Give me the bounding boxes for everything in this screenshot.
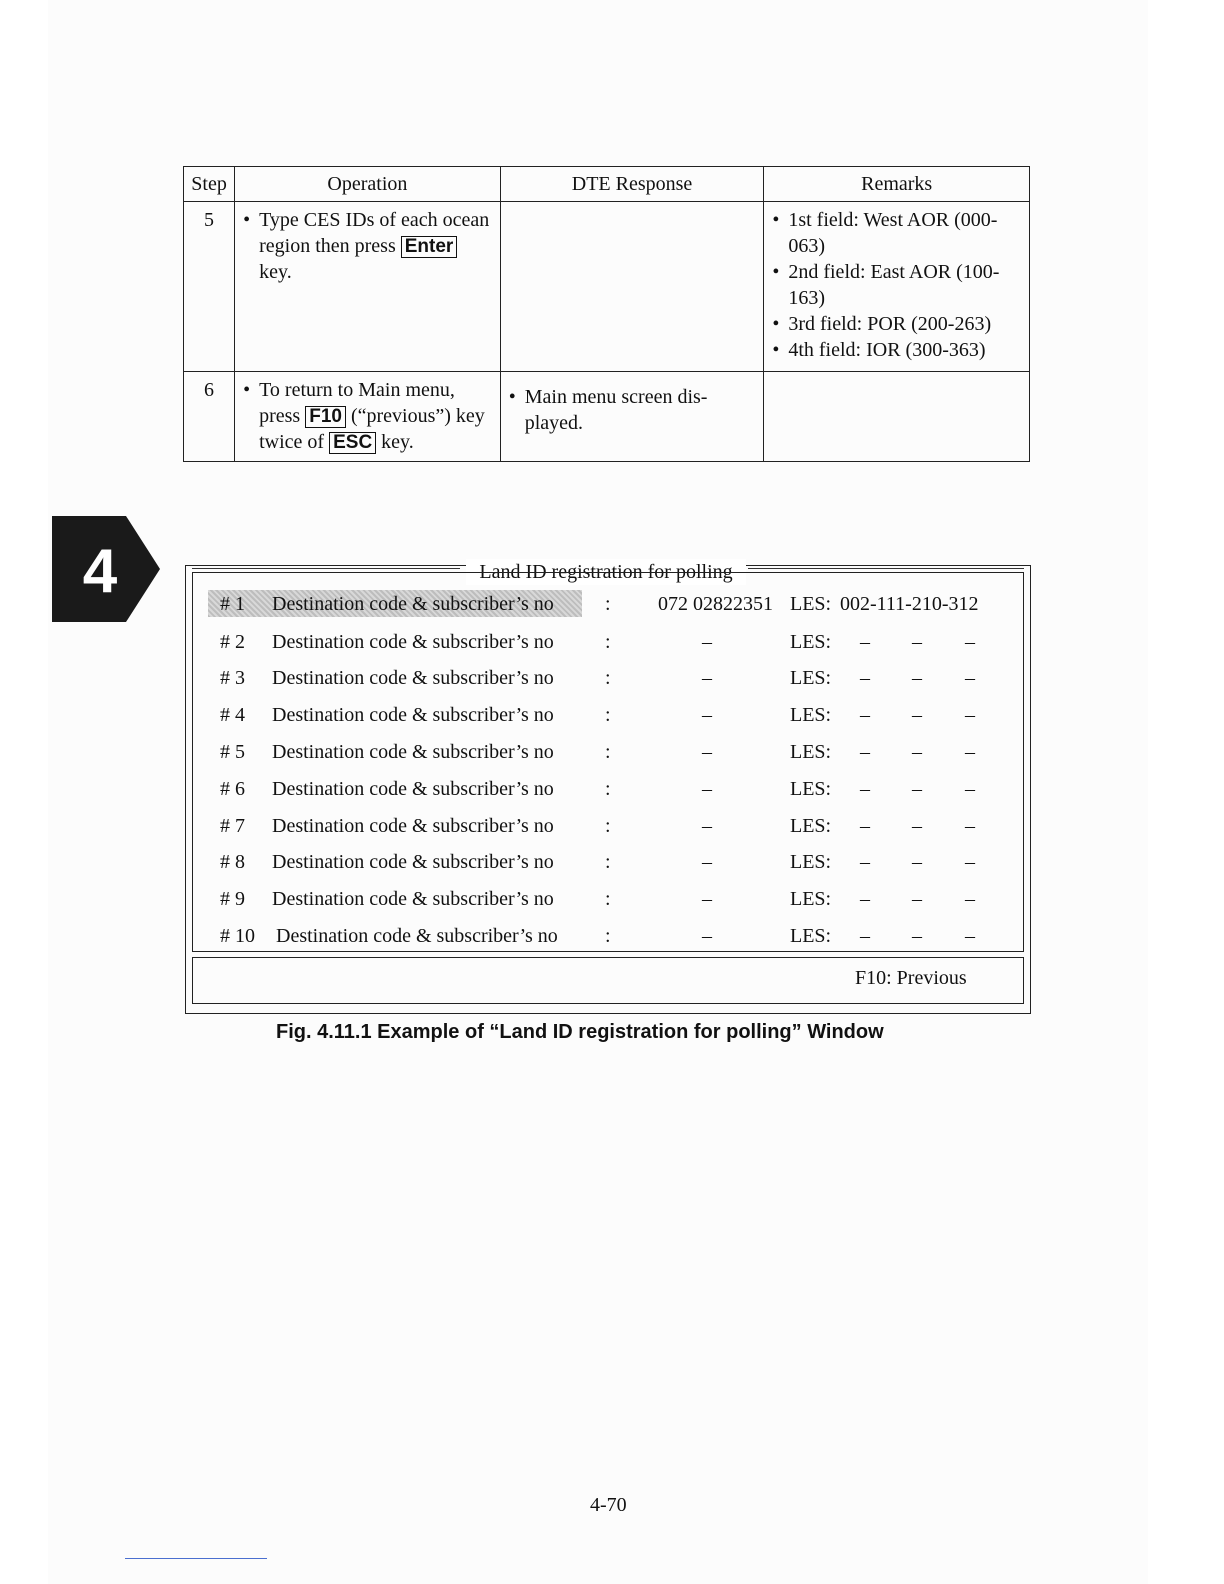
- les-dash: –: [860, 667, 870, 689]
- registration-row[interactable]: [200, 847, 1012, 877]
- les-label: LES:: [790, 593, 832, 615]
- registration-row[interactable]: [200, 884, 1012, 914]
- les-dash: –: [912, 815, 922, 837]
- registration-row[interactable]: [200, 700, 1012, 730]
- operation-text-end: key.: [259, 261, 292, 283]
- les-dash: –: [965, 631, 975, 653]
- row-number: # 8: [220, 851, 245, 873]
- les-dash: –: [965, 925, 975, 947]
- operation-text: Type CES IDs of each ocean region then press: [259, 209, 490, 257]
- remark-item: • 3rd field: POR (200-263): [788, 311, 1023, 337]
- les-dash: –: [965, 741, 975, 763]
- les-dash: –: [912, 667, 922, 689]
- les-dash: –: [860, 925, 870, 947]
- row-colon: :: [605, 667, 611, 689]
- row-colon: :: [605, 704, 611, 726]
- dte-response-cell: [500, 372, 764, 462]
- destination-value: –: [702, 704, 712, 726]
- les-dash: –: [912, 851, 922, 873]
- les-dash: –: [965, 815, 975, 837]
- registration-row[interactable]: [200, 921, 1012, 951]
- row-colon: :: [605, 925, 611, 947]
- destination-value: –: [702, 631, 712, 653]
- les-dash: –: [912, 778, 922, 800]
- registration-row[interactable]: [200, 627, 1012, 657]
- row-description: Destination code & subscriber’s no: [276, 925, 558, 947]
- page-number: 4-70: [590, 1494, 627, 1516]
- row-colon: :: [605, 888, 611, 910]
- operation-text-mid: (“previous”) key twice of: [259, 405, 485, 453]
- remark-item: • 2nd field: East AOR (100-163): [788, 259, 1023, 311]
- table-header-row: [184, 167, 1030, 202]
- row-number: # 7: [220, 815, 245, 837]
- window-title: Land ID registration for polling: [466, 559, 746, 585]
- steps-table: [183, 166, 1030, 462]
- les-dash: –: [860, 851, 870, 873]
- les-dash: –: [912, 741, 922, 763]
- header-remarks: Remarks: [764, 167, 1030, 202]
- remark-item: • 4th field: IOR (300-363): [788, 337, 1023, 363]
- remark-item: • 1st field: West AOR (000-063): [788, 207, 1023, 259]
- row-number: # 3: [220, 667, 245, 689]
- les-label: LES:: [790, 851, 832, 873]
- chapter-tab-shape: [52, 516, 160, 622]
- les-dash: –: [965, 778, 975, 800]
- row-number: # 10: [220, 925, 255, 947]
- step-number: 6: [184, 372, 235, 462]
- destination-value: –: [702, 778, 712, 800]
- destination-value: –: [702, 888, 712, 910]
- operation-cell: [235, 202, 501, 372]
- row-description: Destination code & subscriber’s no: [272, 888, 554, 910]
- row-description: Destination code & subscriber’s no: [272, 851, 554, 873]
- row-colon: :: [605, 593, 611, 615]
- registration-row[interactable]: [200, 589, 1012, 619]
- figure-caption: Fig. 4.11.1 Example of “Land ID registration for polling” Window: [276, 1021, 884, 1043]
- destination-value: –: [702, 815, 712, 837]
- destination-value: –: [702, 851, 712, 873]
- les-dash: –: [860, 704, 870, 726]
- dte-response-item: • Main menu screen dis-played.: [525, 384, 758, 436]
- row-number: # 1: [220, 593, 245, 615]
- registration-row[interactable]: [200, 663, 1012, 693]
- row-description: Destination code & subscriber’s no: [272, 667, 554, 689]
- row-number: # 9: [220, 888, 245, 910]
- destination-value: 072 02822351: [658, 593, 773, 615]
- row-number: # 4: [220, 704, 245, 726]
- les-dash: –: [965, 704, 975, 726]
- row-number: # 2: [220, 631, 245, 653]
- les-dash: –: [860, 888, 870, 910]
- row-description: Destination code & subscriber’s no: [272, 593, 554, 615]
- destination-value: –: [702, 741, 712, 763]
- les-label: LES:: [790, 741, 832, 763]
- les-dash: –: [860, 778, 870, 800]
- operation-text: To return to Main menu, press: [259, 379, 455, 427]
- row-description: Destination code & subscriber’s no: [272, 741, 554, 763]
- remarks-cell: [764, 202, 1030, 372]
- chapter-number: 4: [82, 537, 118, 606]
- les-label: LES:: [790, 631, 832, 653]
- table-row: [184, 372, 1030, 462]
- row-description: Destination code & subscriber’s no: [272, 815, 554, 837]
- f10-key: F10: [305, 406, 346, 428]
- row-colon: :: [605, 741, 611, 763]
- f10-previous-hint[interactable]: F10: Previous: [855, 967, 967, 989]
- les-label: LES:: [790, 667, 832, 689]
- step-number: 5: [184, 202, 235, 372]
- footer-rule: [125, 1558, 267, 1559]
- operation-cell: [235, 372, 501, 462]
- dte-response-cell: [500, 202, 764, 372]
- row-number: # 5: [220, 741, 245, 763]
- row-description: Destination code & subscriber’s no: [272, 631, 554, 653]
- header-step: Step: [184, 167, 235, 202]
- les-dash: –: [912, 631, 922, 653]
- header-operation: Operation: [235, 167, 501, 202]
- row-description: Destination code & subscriber’s no: [272, 778, 554, 800]
- registration-row[interactable]: [200, 737, 1012, 767]
- table-row: [184, 202, 1030, 372]
- les-label: LES:: [790, 778, 832, 800]
- row-number: # 6: [220, 778, 245, 800]
- chapter-tab: [52, 516, 160, 622]
- les-dash: –: [965, 667, 975, 689]
- destination-value: –: [702, 925, 712, 947]
- operation-item: [259, 377, 494, 455]
- row-colon: :: [605, 851, 611, 873]
- les-label: LES:: [790, 704, 832, 726]
- row-colon: :: [605, 631, 611, 653]
- registration-row[interactable]: [200, 811, 1012, 841]
- les-dash: –: [912, 888, 922, 910]
- registration-row[interactable]: [200, 774, 1012, 804]
- operation-text-end: key.: [376, 431, 414, 453]
- row-colon: :: [605, 778, 611, 800]
- destination-value: –: [702, 667, 712, 689]
- remarks-cell: [764, 372, 1030, 462]
- les-dash: –: [860, 631, 870, 653]
- header-dte-response: DTE Response: [500, 167, 764, 202]
- les-label: LES:: [790, 815, 832, 837]
- les-dash: –: [912, 704, 922, 726]
- les-dash: –: [965, 851, 975, 873]
- les-dash: –: [860, 741, 870, 763]
- les-label: LES:: [790, 925, 832, 947]
- operation-item: [259, 207, 494, 285]
- row-colon: :: [605, 815, 611, 837]
- les-dash: –: [912, 925, 922, 947]
- les-label: LES:: [790, 888, 832, 910]
- les-value: 002-111-210-312: [840, 593, 979, 615]
- les-dash: –: [965, 888, 975, 910]
- row-description: Destination code & subscriber’s no: [272, 704, 554, 726]
- enter-key: Enter: [401, 236, 458, 258]
- les-dash: –: [860, 815, 870, 837]
- esc-key: ESC: [329, 432, 376, 454]
